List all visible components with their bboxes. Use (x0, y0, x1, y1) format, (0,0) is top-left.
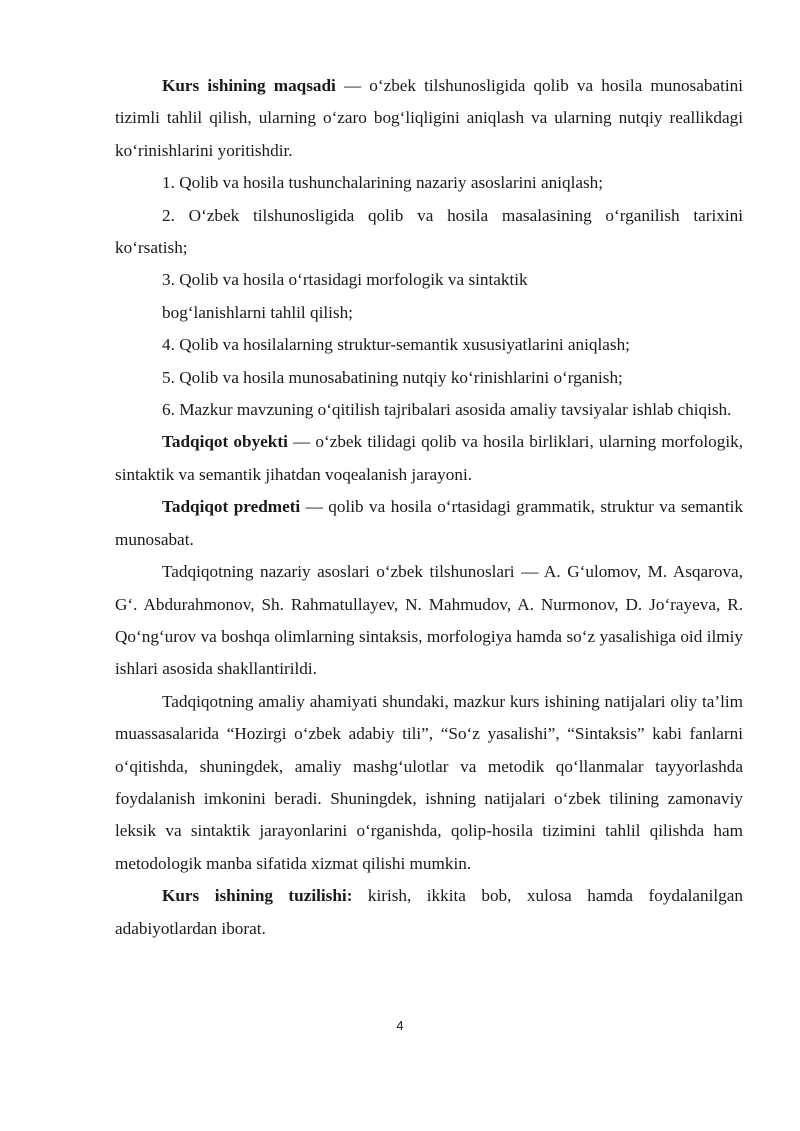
goal-text: — o‘zbek tilshunosligida qolib va hosila munosabatini tizimli tahlil qilish, ularning o‘zaro bog‘liqligini aniqlash va ularning nutqiy reallikdagi ko‘rinishlarini yoritishdir. (115, 76, 743, 160)
subject-text: — qolib va hosila o‘rtasidagi grammatik, struktur va semantik munosabat. (115, 497, 743, 549)
object-text: — o‘zbek tilidagi qolib va hosila birliklari, ularning morfologik, sintaktik va semantik jihatdan voqealanish jarayoni. (115, 432, 743, 484)
structure-label: Kurs ishining tuzilishi: (162, 886, 353, 906)
practical-paragraph: Tadqiqotning amaliy ahamiyati shundaki, mazkur kurs ishining natijalari oliy ta’lim muassasalarida “Hozirgi o‘zbek adabiy tili”, “So‘z yasalishi”, “Sintaksis” kabi fanlarni o‘qitishda, shuningdek, amaliy mashg‘ulotlar va metodik qo‘llanmalar tayyorlashda foydalanish imkonini beradi. Shuningdek, ishning natijalari o‘zbek tilining zamonaviy leksik va sintaktik jarayonlarini o‘rganishda, qolip-hosila tizimini tahlil qilishda ham metodologik manba sifatida xizmat qilishi mumkin. (115, 691, 743, 873)
goal-label: Kurs ishining maqsadi (162, 76, 336, 95)
structure-paragraph (115, 880, 743, 945)
structure-text: kirish, ikkita bob, xulosa hamda foydalanilgan adabiyotlardan iborat. (115, 886, 743, 938)
task-item-1: 1. Qolib va hosila tushunchalarining nazariy asoslarini aniqlash; (162, 173, 604, 193)
task-item-5: 5. Qolib va hosila munosabatining nutqiy ko‘rinishlarini o‘rganish; (162, 367, 623, 387)
task-item-6: 6. Mazkur mavzuning o‘qitilish tajribalari asosida amaliy tavsiyalar ishlab chiqish. (162, 400, 732, 420)
task-item-3-continued: bog‘lanishlarni tahlil qilish; (162, 302, 353, 322)
subject-label: Tadqiqot predmeti (162, 497, 301, 517)
object-label: Tadqiqot obyekti (162, 432, 288, 452)
task-item-3: 3. Qolib va hosila o‘rtasidagi morfologik va sintaktik (162, 270, 528, 290)
task-item-4: 4. Qolib va hosilalarning struktur-semantik xususiyatlarini aniqlash; (162, 335, 630, 355)
task-item-2: 2. O‘zbek tilshunosligida qolib va hosila masalasining o‘rganilish tarixini ko‘rsatish; (115, 205, 743, 258)
goal-paragraph (115, 70, 743, 167)
subject-paragraph (115, 491, 743, 556)
object-paragraph (115, 426, 743, 491)
theory-paragraph: Tadqiqotning nazariy asoslari o‘zbek tilshunoslari — A. G‘ulomov, M. Asqarova, G‘. Abdurahmonov, Sh. Rahmatullayev, N. Mahmudov, A. Nurmonov, D. Jo‘rayeva, R. Qo‘ng‘urov va boshqa olimlarning sintaksis, morfologiya hamda so‘z yasalishiga oid ilmiy ishlari asosida shakllantirildi. (115, 562, 743, 679)
document-page (115, 70, 743, 945)
page-number: 4 (396, 1018, 404, 1033)
